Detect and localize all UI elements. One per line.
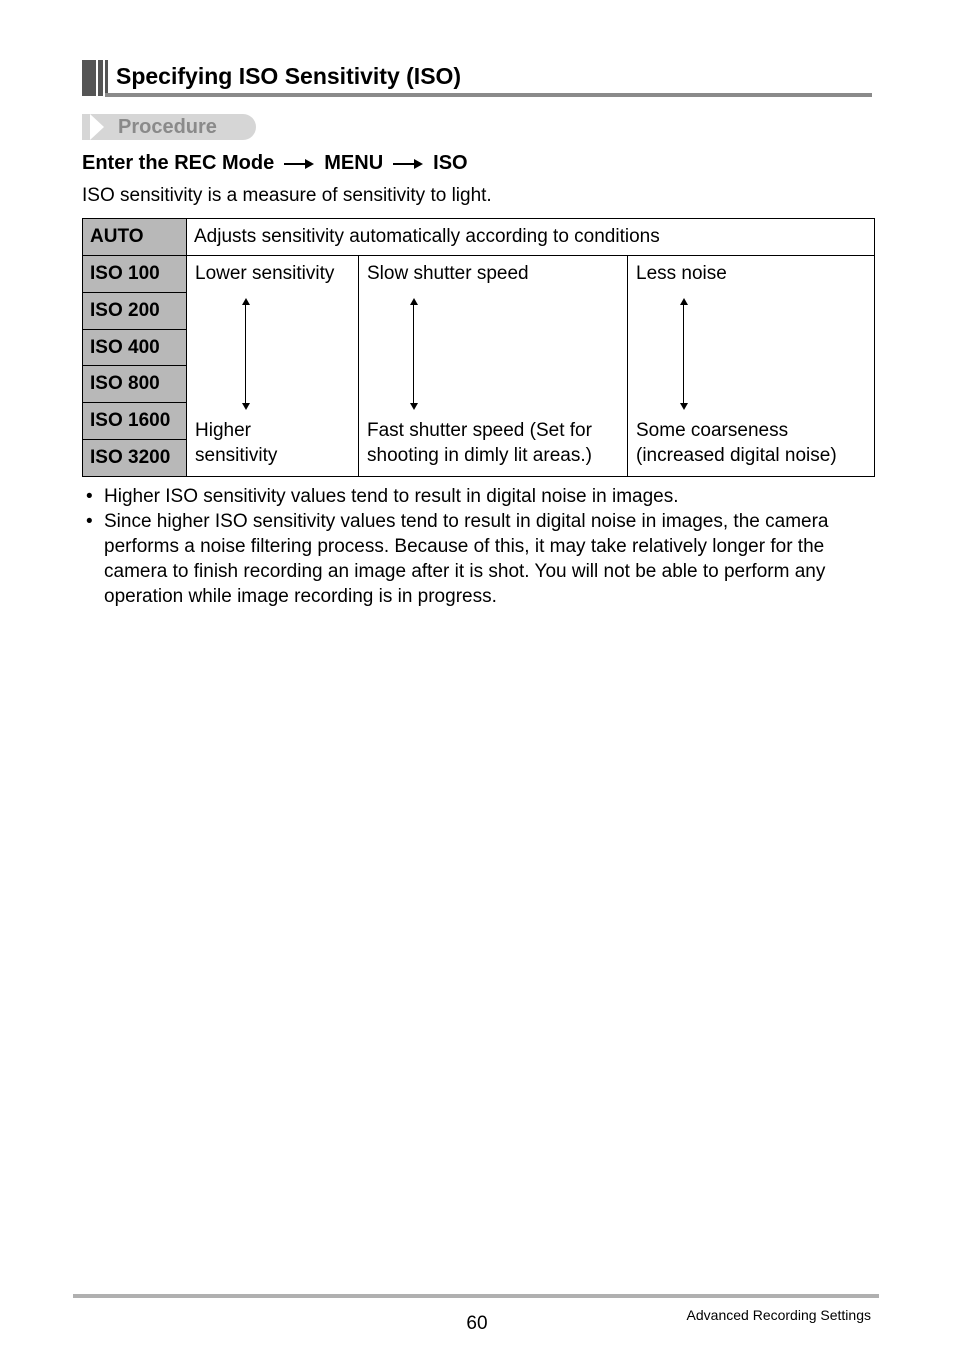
column-top-text: Slow shutter speed: [367, 263, 529, 284]
setting-iso-100: ISO 100: [83, 256, 187, 293]
double-arrow-vertical-icon: [241, 298, 251, 410]
setting-iso-400: ISO 400: [83, 329, 187, 366]
column-bottom-text: Fast shutter speed (Set for shooting in dimly lit areas.): [367, 420, 592, 466]
setting-auto: AUTO: [83, 219, 187, 256]
procedure-steps: [82, 149, 468, 177]
footer-section-name: Advanced Recording Settings: [686, 1307, 871, 1323]
list-item: • Higher ISO sensitivity values tend to result in digital noise in images.: [82, 484, 862, 509]
auto-description: Adjusts sensitivity automatically according to conditions: [187, 219, 875, 256]
title-marker-block: [105, 60, 108, 96]
iso-settings-table: [82, 218, 875, 477]
footer-divider: [73, 1294, 879, 1298]
setting-iso-3200: ISO 3200: [83, 440, 187, 477]
procedure-tab: [82, 114, 256, 140]
page-title: Specifying ISO Sensitivity (ISO): [116, 63, 462, 89]
section-title-bar: [82, 58, 872, 98]
column-bottom-text: Some coarseness (increased digital noise): [636, 420, 837, 466]
title-underline: [105, 93, 872, 97]
noise-column: [628, 256, 875, 477]
column-bottom-text: Higher sensitivity: [195, 420, 278, 466]
procedure-label: Procedure: [118, 116, 217, 138]
shutter-speed-column: [359, 256, 628, 477]
setting-iso-200: ISO 200: [83, 292, 187, 329]
setting-iso-800: ISO 800: [83, 366, 187, 403]
double-arrow-vertical-icon: [409, 298, 419, 410]
step-rec-mode: Enter the REC Mode: [82, 152, 275, 174]
double-arrow-vertical-icon: [679, 298, 689, 410]
intro-text: ISO sensitivity is a measure of sensitivity to light.: [82, 185, 492, 206]
notes-list: [82, 484, 862, 609]
column-top-text: Less noise: [636, 263, 727, 284]
chevron-right-icon: [90, 114, 104, 140]
step-iso: ISO: [433, 152, 468, 174]
step-menu: MENU: [324, 152, 384, 174]
title-marker-block: [98, 60, 103, 96]
page-number: 60: [466, 1313, 488, 1334]
sensitivity-column: [187, 256, 359, 477]
arrow-right-icon: [284, 159, 314, 169]
column-top-text: Lower sensitivity: [195, 263, 335, 284]
setting-iso-1600: ISO 1600: [83, 403, 187, 440]
arrow-right-icon: [393, 159, 423, 169]
list-item: • Since higher ISO sensitivity values tend to result in digital noise in images, the camera performs a noise filtering process. Because of this, it may take relatively longer for the camera to finish recording an image after it is shot. You will not be able to perform any operation while image recording is in progress.: [82, 509, 862, 609]
title-marker-block: [82, 60, 96, 96]
